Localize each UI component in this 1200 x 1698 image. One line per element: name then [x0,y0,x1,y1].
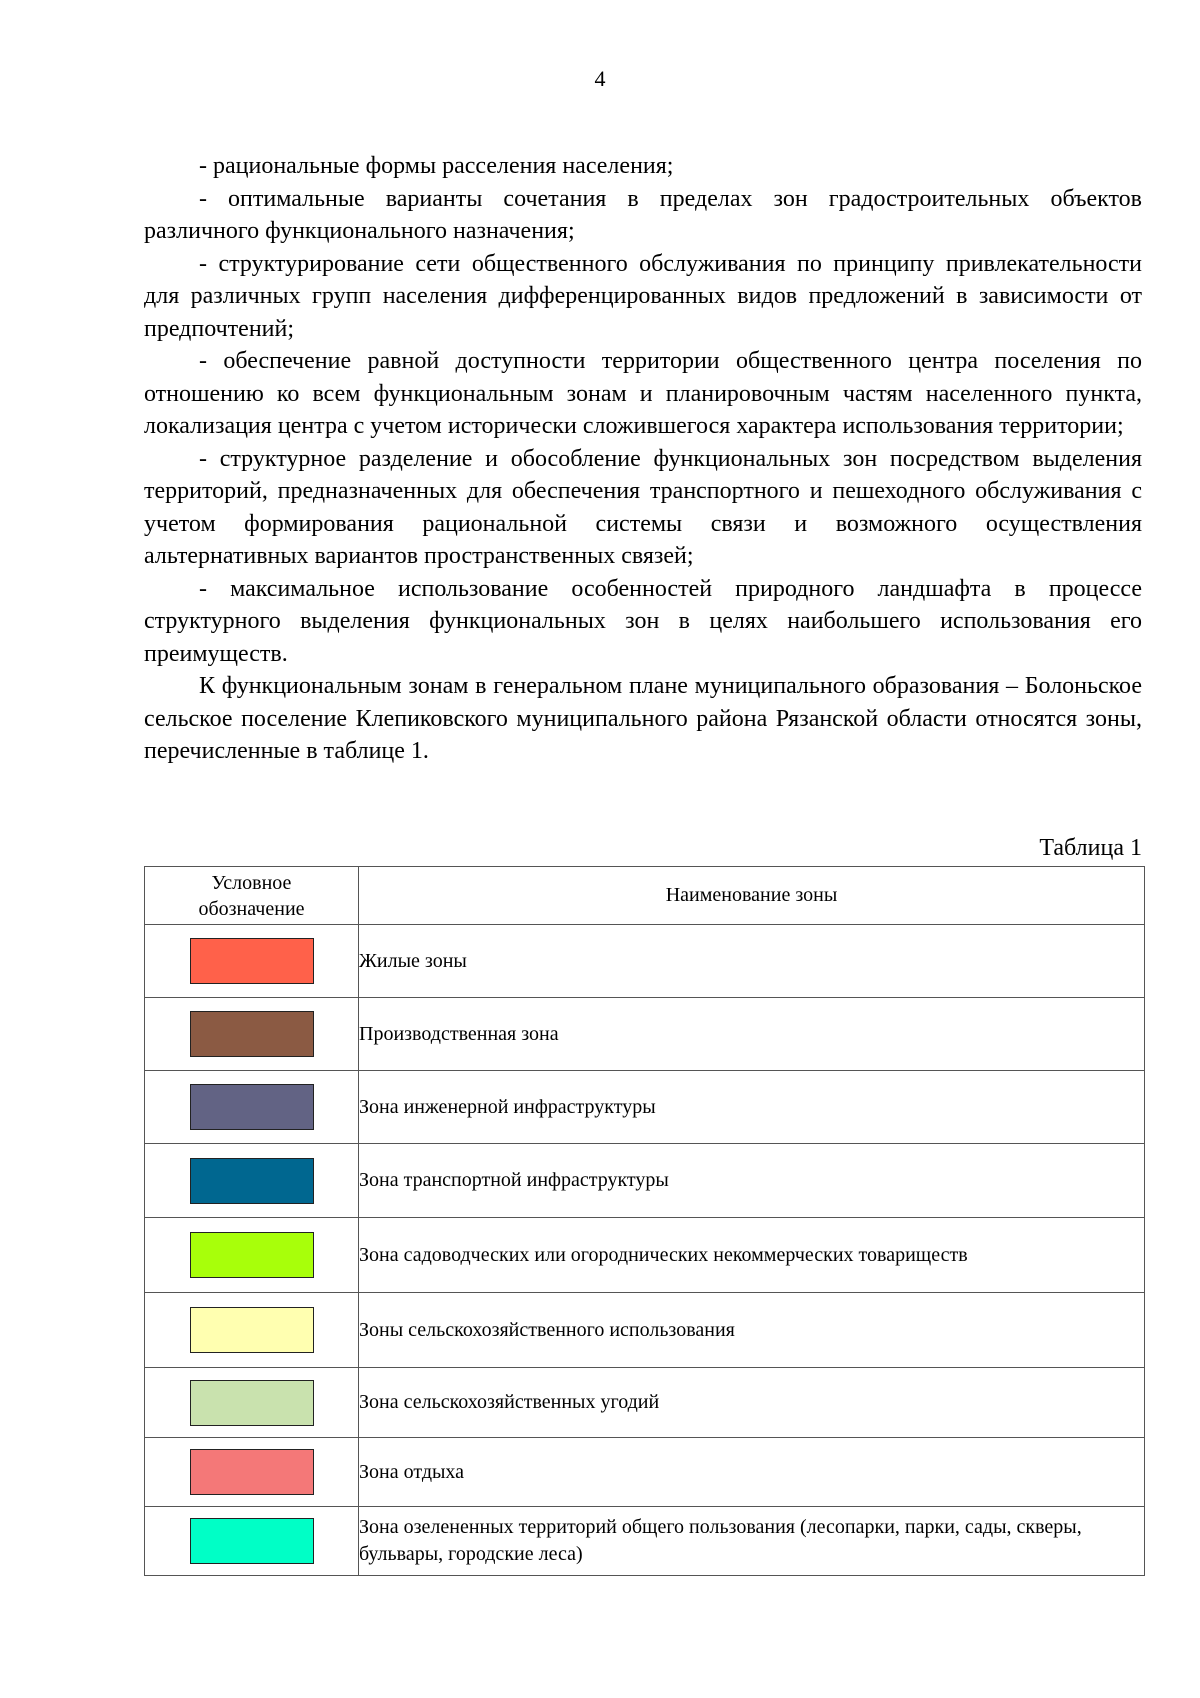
table-row [145,1071,1145,1144]
zone-name: Зона транспортной инфраструктуры [359,1144,1145,1218]
zone-name: Зона отдыха [359,1438,1145,1507]
header-name: Наименование зоны [359,867,1145,925]
table-row [145,998,1145,1071]
paragraph: - обеспечение равной доступности территории общественного центра поселения по отношению ко всем функциональным зонам и планировочным частям населенного пункта, локализация центра с учетом исторически сложившегося характера использования территории; [144,348,1142,439]
header-symbol-line1: Условное [211,871,292,894]
zone-name: Зона озелененных территорий общего пользования (лесопарки, парки, сады, скверы, бульвары, городские леса) [359,1507,1145,1576]
table-row [145,1368,1145,1438]
paragraph: - максимальное использование особенностей природного ландшафта в процессе структурного выделения функциональных зон в целях наибольшего использования его преимуществ. [144,575,1142,667]
table-row [145,1438,1145,1507]
table-row [145,1144,1145,1218]
paragraph: - оптимальные варианты сочетания в пределах зон градостроительных объектов различного функционального назначения; [144,185,1142,244]
symbol-cell [145,998,359,1071]
zone-name: Зона инженерной инфраструктуры [359,1071,1145,1144]
color-swatch [190,1307,314,1353]
color-swatch [190,938,314,984]
color-swatch [190,1449,314,1495]
symbol-cell [145,1218,359,1293]
table-row [145,1293,1145,1368]
body-text [144,150,1142,768]
symbol-cell [145,1293,359,1368]
symbol-cell [145,1438,359,1507]
table-caption: Таблица 1 [1039,835,1142,861]
symbol-cell [145,1368,359,1438]
table-row [145,1218,1145,1293]
color-swatch [190,1518,314,1564]
paragraph: - структурирование сети общественного обслуживания по принципу привлекательности для различных групп населения дифференцированных видов предложений в зависимости от предпочтений; [144,250,1142,342]
header-symbol [145,867,359,925]
zone-name: Зоны сельскохозяйственного использования [359,1293,1145,1368]
table-row [145,925,1145,998]
paragraph: К функциональным зонам в генеральном плане муниципального образования – Болоньское сельское поселение Клепиковского муниципального района Рязанской области относятся зоны, перечисленные в таблице 1. [144,673,1142,764]
color-swatch [190,1380,314,1426]
zones-legend-table [144,866,1145,1576]
color-swatch [190,1232,314,1278]
color-swatch [190,1158,314,1204]
zone-name: Производственная зона [359,998,1145,1071]
zone-name: Жилые зоны [359,925,1145,998]
symbol-cell [145,1144,359,1218]
paragraph: - структурное разделение и обособление функциональных зон посредством выделения территорий, предназначенных для обеспечения транспортного и пешеходного обслуживания с учетом формирования рациональной системы связи и возможного осуществления альтернативных вариантов пространственных связей; [144,445,1142,569]
zone-name: Зона садоводческих или огороднических некоммерческих товариществ [359,1218,1145,1293]
table-row [145,1507,1145,1576]
symbol-cell [145,1071,359,1144]
symbol-cell [145,1507,359,1576]
table-header-row [145,867,1145,925]
zone-name: Зона сельскохозяйственных угодий [359,1368,1145,1438]
symbol-cell [145,925,359,998]
color-swatch [190,1084,314,1130]
paragraph: - рациональные формы расселения населения; [199,153,674,179]
header-symbol-line2: обозначение [198,897,305,920]
page-number: 4 [594,66,606,91]
color-swatch [190,1011,314,1057]
